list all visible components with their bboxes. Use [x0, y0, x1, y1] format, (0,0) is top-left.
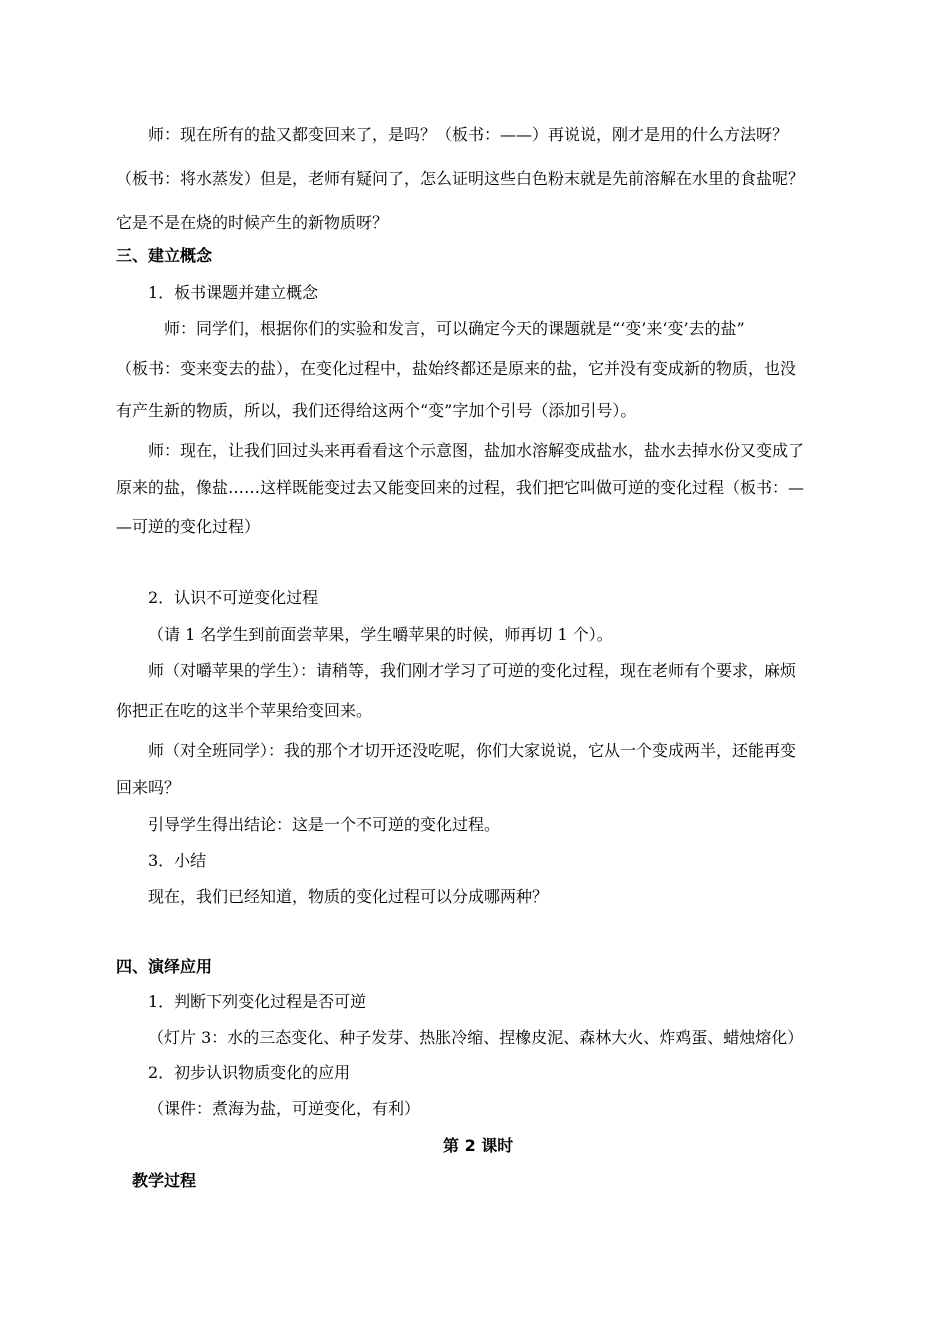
para-2-line-3: 有产生新的物质，所以，我们还得给这两个“变”字加个引号（添加引号）。 — [116, 401, 637, 420]
para-1-line-3: 它是不是在烧的时候产生的新物质呀？ — [116, 213, 389, 232]
para-1-line-1: 师：现在所有的盐又都变回来了，是吗？（板书：——）再说说，刚才是用的什么方法呀？ — [148, 125, 789, 144]
teaching-process-heading: 教学过程 — [132, 1171, 197, 1190]
section-3-item-3: 3．小结 — [148, 851, 207, 870]
para-1-line-2: （板书：将水蒸发）但是，老师有疑问了，怎么证明这些白色粉末就是先前溶解在水里的食盐呢？ — [116, 169, 805, 188]
para-3-line-2: 原来的盐，像盐……这样既能变过去又能变回来的过程，我们把它叫做可逆的变化过程（板书：— — [116, 478, 805, 497]
lesson-title: 第 2 课时 — [443, 1136, 514, 1155]
para-3-line-3: —可逆的变化过程） — [116, 517, 261, 536]
section-3-item-2: 2．认识不可逆变化过程 — [148, 588, 319, 607]
para-8: 现在，我们已经知道，物质的变化过程可以分成哪两种？ — [148, 887, 549, 906]
section-heading-4: 四、演绎应用 — [116, 957, 213, 976]
para-6-line-2: 回来吗？ — [116, 778, 181, 797]
para-6-line-1: 师（对全班同学）：我的那个才切开还没吃呢，你们大家说说，它从一个变成两半，还能再变 — [148, 741, 797, 760]
para-9: （灯片 3：水的三态变化、种子发芽、热胀冷缩、捏橡皮泥、森林大火、炸鸡蛋、蜡烛熔化） — [148, 1028, 804, 1047]
section-3-item-1: 1．板书课题并建立概念 — [148, 283, 319, 302]
para-3-line-1: 师：现在，让我们回过头来再看看这个示意图，盐加水溶解变成盐水，盐水去掉水份又变成了 — [148, 441, 805, 460]
para-5-line-1: 师（对嚼苹果的学生）：请稍等，我们刚才学习了可逆的变化过程，现在老师有个要求，麻烦 — [148, 661, 797, 680]
para-2-line-2: （板书：变来变去的盐），在变化过程中，盐始终都还是原来的盐，它并没有变成新的物质，也没 — [116, 359, 797, 378]
section-heading-3: 三、建立概念 — [116, 246, 213, 265]
para-2-line-1: 师：同学们，根据你们的实验和发言，可以确定今天的课题就是“‘变’来‘变’去的盐” — [164, 319, 745, 338]
para-5-line-2: 你把正在吃的这半个苹果给变回来。 — [116, 701, 373, 720]
para-10: （课件：煮海为盐，可逆变化，有利） — [148, 1099, 421, 1118]
para-4: （请 1 名学生到前面尝苹果，学生嚼苹果的时候，师再切 1 个）。 — [148, 625, 613, 644]
section-4-item-2: 2．初步认识物质变化的应用 — [148, 1063, 351, 1082]
para-7: 引导学生得出结论：这是一个不可逆的变化过程。 — [148, 815, 501, 834]
section-4-item-1: 1．判断下列变化过程是否可逆 — [148, 992, 367, 1011]
